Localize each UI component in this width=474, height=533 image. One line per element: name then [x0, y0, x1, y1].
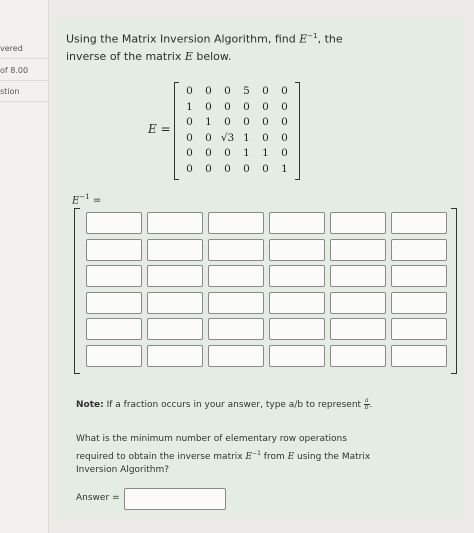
math-e: E: [245, 451, 253, 462]
inverse-superscript: −1: [79, 193, 90, 201]
matrix-cell: 0: [186, 147, 193, 159]
sidebar-divider: [0, 58, 48, 59]
matrix-body: [174, 82, 300, 178]
math-e: E: [184, 49, 193, 63]
matrix-cell: 1: [205, 116, 212, 128]
equals-sign: =: [92, 195, 102, 207]
question-text-part3: below.: [192, 49, 232, 63]
matrix-cell: 0: [205, 147, 212, 159]
inverse-matrix-entry-input[interactable]: [86, 239, 142, 261]
matrix-cell: 1: [243, 131, 250, 144]
inverse-matrix-entry-input[interactable]: [147, 239, 203, 261]
inverse-matrix-entry-input[interactable]: [269, 265, 325, 287]
inverse-matrix-entry-input[interactable]: [208, 212, 264, 234]
matrix-cell: 0: [186, 162, 193, 175]
question-text-part2: , the inverse of the matrix: [66, 32, 343, 63]
matrix-cell: 0: [262, 85, 269, 97]
answer-input[interactable]: [124, 488, 226, 510]
answer-label: Answer =: [76, 493, 120, 503]
matrix-cell: √3: [220, 131, 235, 144]
matrix-cell: 0: [281, 131, 288, 144]
inverse-matrix-inputs: [86, 212, 449, 367]
inverse-matrix-entry-input[interactable]: [86, 292, 142, 314]
matrix-cell: 0: [262, 131, 269, 144]
math-superscript: −1: [307, 32, 318, 40]
inverse-matrix-entry-input[interactable]: [86, 212, 142, 234]
inverse-matrix-entry-input[interactable]: [147, 212, 203, 234]
inverse-label: [72, 193, 101, 206]
inverse-right-bracket: [451, 208, 457, 374]
matrix-cell: 5: [243, 85, 250, 97]
matrix-cell: 0: [281, 116, 288, 128]
matrix-cell: 0: [205, 162, 212, 175]
matrix-cell: 1: [281, 162, 288, 175]
matrix-cell: 0: [186, 85, 193, 97]
matrix-cell: 0: [243, 162, 250, 175]
inverse-matrix-entry-input[interactable]: [86, 265, 142, 287]
inverse-matrix-entry-input[interactable]: [269, 292, 325, 314]
question2-part1: What is the minimum number of elementary row operations required to obtain the inverse matrix: [76, 434, 347, 462]
matrix-cell: 0: [281, 147, 288, 159]
matrix-cell: 0: [243, 116, 250, 128]
math-e: E: [287, 451, 295, 462]
matrix-cell: 0: [224, 100, 231, 113]
matrix-cell: 0: [224, 162, 231, 175]
matrix-grid: [180, 84, 294, 177]
matrix-cell: 1: [243, 147, 250, 159]
note-bold: Note:: [76, 400, 104, 410]
inverse-matrix-entry-input[interactable]: [86, 318, 142, 340]
question2-part3: using the Matrix Inversion Algorithm?: [76, 451, 371, 475]
inverse-matrix-entry-input[interactable]: [330, 239, 386, 261]
fraction-denominator: b: [364, 404, 369, 411]
inverse-matrix-entry-input[interactable]: [391, 239, 447, 261]
inverse-matrix-entry-input[interactable]: [208, 292, 264, 314]
equals-sign: =: [160, 122, 171, 136]
question-text-part1: Using the Matrix Inversion Algorithm, find: [66, 32, 300, 46]
left-bracket: [174, 82, 179, 180]
matrix-cell: 0: [205, 131, 212, 144]
inverse-matrix-entry-input[interactable]: [269, 345, 325, 367]
inverse-matrix-entry-input[interactable]: [208, 318, 264, 340]
inverse-matrix-entry-input[interactable]: [86, 345, 142, 367]
math-e: E: [299, 32, 308, 46]
note-text: If a fraction occurs in your answer, type a/b to represent: [103, 400, 364, 410]
question2-part2: from: [260, 451, 288, 462]
matrix-cell: 0: [262, 162, 269, 175]
inverse-matrix-entry-input[interactable]: [147, 292, 203, 314]
inverse-matrix-entry-input[interactable]: [147, 265, 203, 287]
note-end: .: [369, 400, 373, 410]
matrix-cell: 0: [186, 116, 193, 128]
inverse-matrix-entry-input[interactable]: [391, 292, 447, 314]
right-bracket: [295, 82, 300, 180]
inverse-matrix-entry-input[interactable]: [208, 345, 264, 367]
inverse-matrix-entry-input[interactable]: [269, 239, 325, 261]
inverse-matrix-entry-input[interactable]: [330, 265, 386, 287]
matrix-label: [148, 122, 171, 136]
sidebar-item-question[interactable]: stion: [0, 87, 20, 96]
matrix-cell: 1: [262, 147, 269, 159]
inverse-matrix-entry-input[interactable]: [330, 318, 386, 340]
matrix-cell: 0: [205, 85, 212, 97]
matrix-cell: 0: [243, 100, 250, 113]
sidebar-item-score: of 8.00: [0, 66, 29, 75]
inverse-matrix-entry-input[interactable]: [269, 212, 325, 234]
inverse-base: E: [72, 195, 80, 207]
inverse-matrix-entry-input[interactable]: [330, 212, 386, 234]
inverse-matrix-entry-input[interactable]: [147, 318, 203, 340]
sidebar-divider: [0, 101, 48, 102]
fraction-numerator: a: [364, 397, 369, 404]
inverse-matrix-entry-input[interactable]: [391, 212, 447, 234]
matrix-name: E: [148, 122, 157, 136]
fraction-note: [76, 398, 376, 412]
sidebar-item-answered[interactable]: vered: [0, 44, 23, 53]
sidebar: [0, 0, 49, 533]
math-superscript: −1: [252, 449, 261, 457]
inverse-matrix-entry-input[interactable]: [330, 292, 386, 314]
matrix-cell: 0: [224, 116, 231, 128]
matrix-cell: 0: [262, 100, 269, 113]
matrix-cell: 0: [224, 85, 231, 97]
inverse-matrix-entry-input[interactable]: [391, 318, 447, 340]
inverse-matrix-entry-input[interactable]: [208, 265, 264, 287]
matrix-cell: 0: [224, 147, 231, 159]
sidebar-divider: [0, 80, 48, 81]
matrix-cell: 0: [205, 100, 212, 113]
question-text: [66, 28, 386, 65]
matrix-cell: 0: [281, 100, 288, 113]
inverse-matrix-entry-input[interactable]: [269, 318, 325, 340]
inverse-matrix-entry-input[interactable]: [391, 265, 447, 287]
matrix-cell: 1: [186, 100, 193, 113]
inverse-matrix-entry-input[interactable]: [147, 345, 203, 367]
inverse-matrix-entry-input[interactable]: [391, 345, 447, 367]
inverse-matrix-entry-input[interactable]: [330, 345, 386, 367]
inverse-left-bracket: [74, 208, 80, 374]
row-operations-question: [76, 433, 376, 478]
matrix-cell: 0: [186, 131, 193, 144]
inverse-matrix-entry-input[interactable]: [208, 239, 264, 261]
matrix-cell: 0: [281, 85, 288, 97]
matrix-cell: 0: [262, 116, 269, 128]
